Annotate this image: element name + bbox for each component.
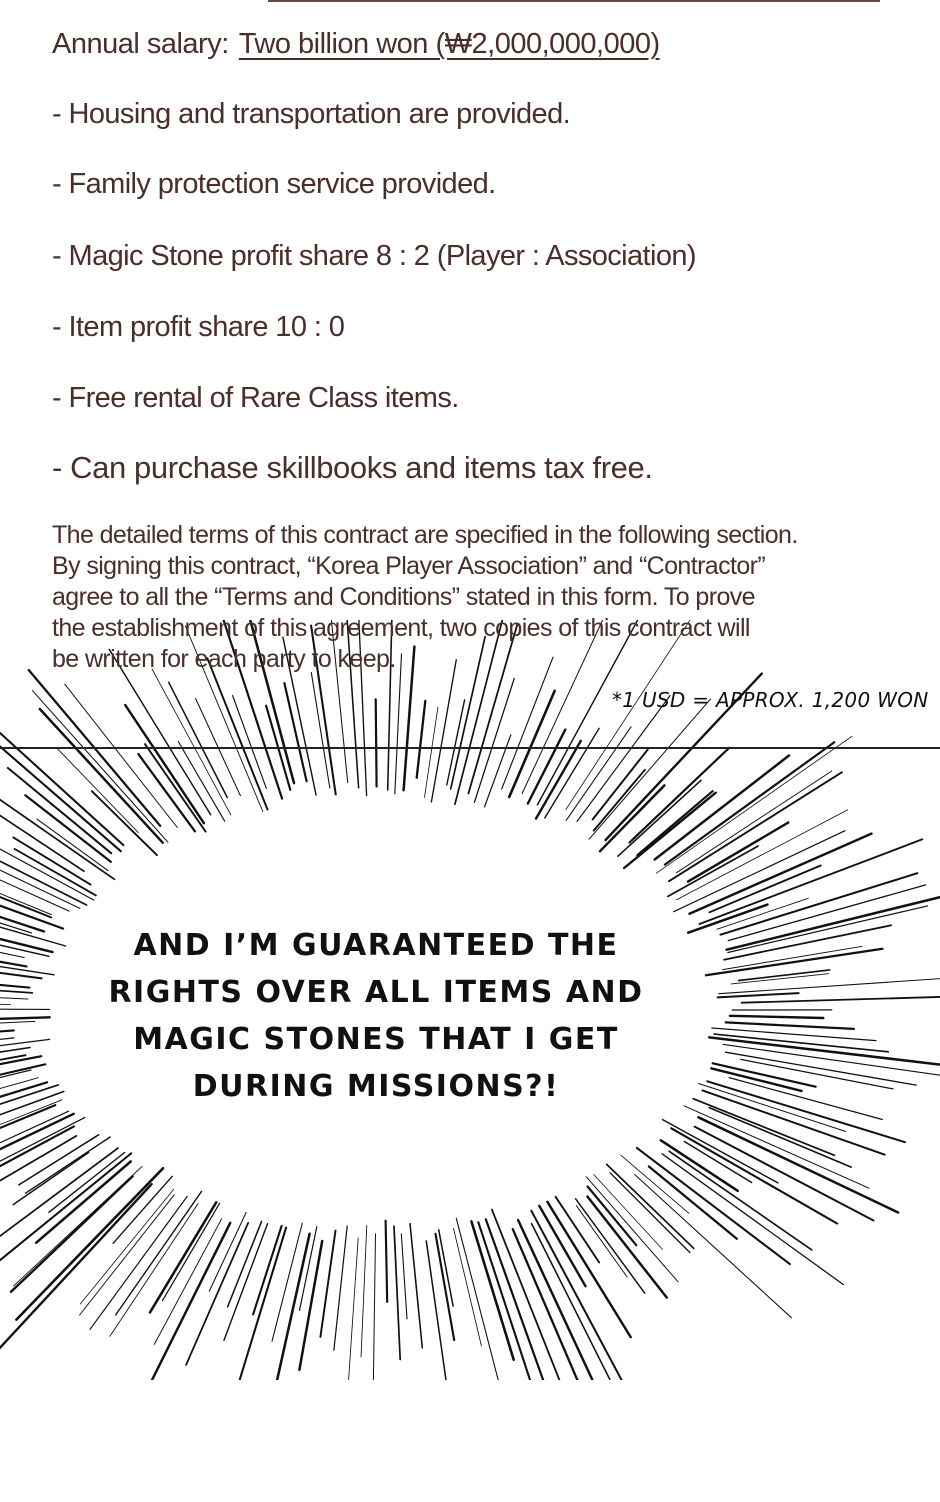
speed-line [621, 1155, 689, 1213]
speed-line [394, 1226, 400, 1359]
paragraph-line: By signing this contract, “Korea Player Association” and “Contractor” [52, 552, 766, 580]
panel-border [0, 747, 940, 749]
speed-line [40, 709, 163, 843]
speed-line [0, 849, 87, 905]
speed-line [320, 1231, 335, 1337]
speed-line [0, 1136, 76, 1214]
speed-line [0, 857, 80, 908]
speed-line [742, 996, 940, 1002]
speed-line [361, 1226, 367, 1358]
speed-line [718, 993, 799, 997]
speed-line [719, 977, 940, 993]
speed-line [274, 1234, 309, 1380]
speed-line [536, 741, 581, 819]
speed-line [707, 1081, 905, 1142]
speech-bubble-text [96, 922, 656, 1110]
speed-line [688, 823, 788, 882]
speed-line [410, 1224, 422, 1348]
speed-line [425, 707, 438, 797]
speed-line [19, 1135, 99, 1185]
speed-line [723, 946, 863, 969]
speech-line: AND I’M GUARANTEED THE [133, 928, 619, 963]
speed-line [509, 691, 555, 797]
speed-line [706, 949, 883, 976]
contract-terms-paragraph [52, 520, 922, 675]
speed-line [178, 742, 224, 822]
speed-line [417, 701, 426, 778]
paragraph-line: be written for each party to keep. [52, 645, 396, 673]
speed-line [228, 1221, 262, 1307]
speed-line [693, 1099, 834, 1156]
paragraph-line: agree to all the “Terms and Conditions” stated in this form. To prove [52, 583, 755, 611]
speed-line [0, 877, 44, 931]
speech-line: DURING MISSIONS?! [192, 1069, 560, 1104]
term-rare-rental: - Free rental of Rare Class items. [52, 382, 459, 414]
contract-signature-line [268, 0, 880, 2]
speed-line [56, 748, 138, 833]
speed-line [0, 1039, 50, 1060]
speed-line [726, 1022, 854, 1029]
speech-line: RIGHTS OVER ALL ITEMS AND [108, 975, 644, 1010]
speed-line [0, 970, 29, 988]
salary-label: Annual salary: [52, 28, 229, 60]
speed-line [16, 1168, 163, 1319]
speed-line [539, 1206, 585, 1286]
speed-line [0, 1003, 11, 1005]
speed-line [376, 699, 377, 786]
speed-line [154, 1219, 221, 1345]
speed-line [713, 1063, 816, 1086]
speed-line [471, 1221, 513, 1359]
speed-line [566, 727, 631, 821]
speed-line [0, 1082, 47, 1106]
speed-line [588, 1187, 637, 1246]
speed-line [589, 699, 710, 839]
term-family-protection: - Family protection service provided. [52, 168, 496, 200]
speed-line [224, 1224, 268, 1341]
speed-line [0, 871, 32, 933]
speed-line [677, 771, 832, 873]
speed-line [712, 1028, 876, 1041]
speed-line [49, 1153, 125, 1213]
speed-line [699, 1084, 846, 1132]
speed-line [401, 1234, 407, 1319]
term-item-share: - Item profit share 10 : 0 [52, 311, 345, 343]
speed-line [518, 1220, 601, 1380]
speed-line [655, 756, 789, 860]
speed-line [485, 735, 511, 807]
speed-line [233, 696, 267, 789]
speed-line [0, 1148, 118, 1242]
speed-line [0, 1117, 85, 1212]
speed-line [345, 1238, 359, 1380]
speed-line [454, 1228, 482, 1346]
speed-line [169, 682, 228, 797]
speed-line [709, 1108, 851, 1168]
speed-line [0, 1153, 131, 1271]
speed-line [152, 669, 231, 815]
speed-line [0, 853, 69, 911]
term-magic-stone-share: - Magic Stone profit share 8 : 2 (Player : Association) [52, 240, 696, 272]
translator-note: *1 USD = APPROX. 1,200 WON [612, 688, 929, 712]
salary-value: Two billion won (₩2,000,000,000) [238, 28, 660, 60]
annual-salary-line [52, 28, 660, 61]
speed-line [593, 750, 648, 820]
speed-line [426, 1241, 449, 1380]
speed-line [709, 1037, 940, 1065]
speed-line [386, 1221, 388, 1302]
speed-line [207, 658, 267, 809]
speed-line [577, 696, 670, 822]
speed-line [0, 1038, 14, 1058]
speed-line [334, 1226, 347, 1350]
speed-line [594, 770, 645, 831]
speed-line [661, 1140, 738, 1191]
speech-line: MAGIC STONES THAT I GET [133, 1022, 619, 1057]
speed-line [690, 834, 872, 914]
speed-line [656, 736, 852, 873]
speed-line [14, 1167, 142, 1286]
speed-line [730, 1016, 823, 1018]
paragraph-line: The detailed terms of this contract are specified in the following section. [52, 521, 798, 549]
paragraph-line: the establishment of this agreement, two copies of this contract will [52, 614, 750, 642]
speed-line [0, 750, 114, 879]
term-tax-free: - Can purchase skillbooks and items tax free. [52, 450, 653, 485]
term-housing: - Housing and transportation are provided. [52, 98, 571, 130]
speed-line [373, 1234, 376, 1380]
speed-line [253, 1226, 282, 1315]
